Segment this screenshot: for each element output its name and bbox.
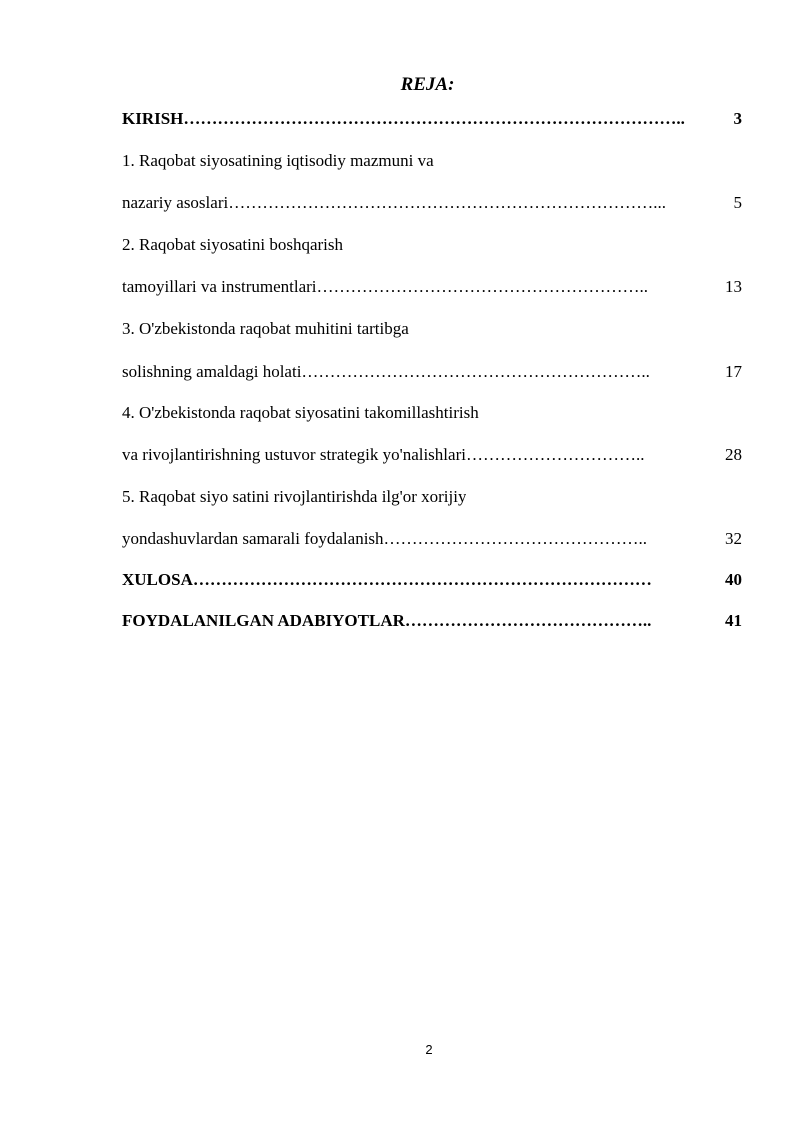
toc-entry-page: 32 xyxy=(725,529,742,548)
toc-entry-page: 40 xyxy=(725,570,742,589)
toc-entry-text: solishning amaldagi holati…………………………………………………….. xyxy=(122,362,650,381)
toc-entry-xulosa xyxy=(122,569,742,591)
toc-entry-adabiyotlar xyxy=(122,610,742,632)
toc-entry-3-line2 xyxy=(122,361,742,383)
toc-entry-5-line1 xyxy=(122,486,742,508)
toc-entry-page: 28 xyxy=(725,445,742,464)
toc-entry-text: FOYDALANILGAN ADABIYOTLAR…………………………………….. xyxy=(122,611,652,630)
toc-entry-text: 2. Raqobat siyosatini boshqarish xyxy=(122,235,343,254)
toc-entry-text: 1. Raqobat siyosatining iqtisodiy mazmuni va xyxy=(122,151,434,170)
toc-entry-page: 17 xyxy=(725,362,742,381)
toc-entry-text: 4. O'zbekistonda raqobat siyosatini takomillashtirish xyxy=(122,403,479,422)
toc-entry-kirish xyxy=(122,108,742,130)
page-title: REJA: xyxy=(400,74,455,95)
toc-entry-2-line2 xyxy=(122,276,742,298)
toc-entry-3-line1 xyxy=(122,318,742,340)
toc-entry-page: 3 xyxy=(733,109,742,128)
toc-entry-text: nazariy asoslari…………………………………………………………………... xyxy=(122,193,666,212)
toc-entry-text: va rivojlantirishning ustuvor strategik yo'nalishlari………………………….. xyxy=(122,445,645,464)
toc-entry-page: 13 xyxy=(725,277,742,296)
toc-entry-4-line1 xyxy=(122,402,742,424)
toc-entry-page: 41 xyxy=(725,611,742,630)
toc-entry-text: KIRISH…………………………………………………………………………….. xyxy=(122,109,685,128)
toc-entry-page: 5 xyxy=(733,193,742,212)
toc-entry-text: 3. O'zbekistonda raqobat muhitini tartibga xyxy=(122,319,409,338)
toc-entry-1-line1 xyxy=(122,150,742,172)
toc-entry-text: tamoyillari va instrumentlari………………………………………………….. xyxy=(122,277,649,296)
toc-entry-1-line2 xyxy=(122,192,742,214)
toc-entry-text: XULOSA……………………………………………………………………… xyxy=(122,570,652,589)
toc-entry-4-line2 xyxy=(122,444,742,466)
toc-entry-text: 5. Raqobat siyo satini rivojlantirishda ilg'or xorijiy xyxy=(122,487,467,506)
page-number: 2 xyxy=(425,1042,433,1057)
toc-entry-5-line2 xyxy=(122,528,742,550)
toc-entry-text: yondashuvlardan samarali foydalanish……………………………………….. xyxy=(122,529,648,548)
toc-entry-2-line1 xyxy=(122,234,742,256)
